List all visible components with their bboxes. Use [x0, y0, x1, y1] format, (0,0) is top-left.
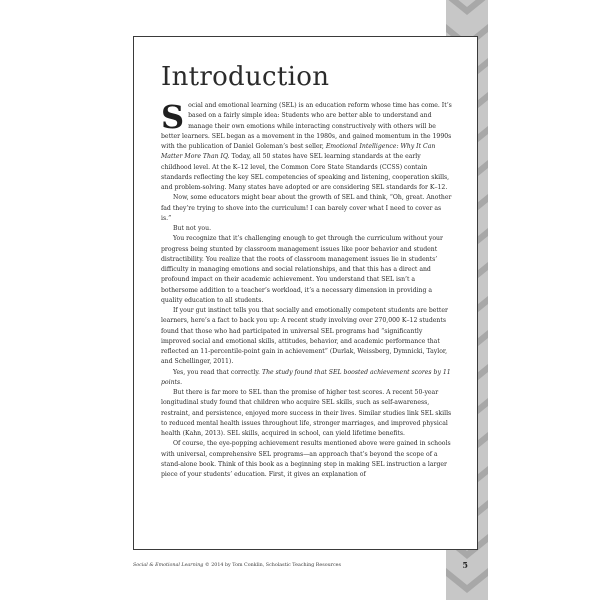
paragraph-text-segment: The study found that SEL boosted achievement scores by 11 points. — [161, 368, 451, 386]
chevron-shape — [446, 0, 488, 15]
footer-credit-text: © 2014 by Tom Conklin, Scholastic Teaching Resources — [203, 563, 341, 568]
paragraph-p3 — [161, 224, 453, 234]
footer-book-title: Social & Emotional Learning — [133, 563, 204, 568]
page-content — [161, 62, 453, 480]
paragraph-p5 — [161, 306, 453, 368]
page-title: Introduction — [161, 62, 330, 92]
footer-credit — [133, 563, 341, 568]
paragraph-text-segment: But there is far more to SEL than the promise of higher test scores. A recent 50-year longitudinal study found that children who acquire SEL skills, such as self-awareness, restraint, and persistence, enjoyed more success in their lives. Similar studies link SEL skills to reduced mental health issues throughout life, stronger marriages, and improved physical health (Kahn, 2013). SEL skills, acquired in school, can yield lifetime benefits. — [161, 389, 452, 437]
paragraph-p2 — [161, 193, 453, 224]
body-text — [161, 98, 453, 480]
paragraph-text-segment: Emotional Intelligence: Why It Can Matter More Than IQ. — [161, 143, 436, 161]
paragraph-p1 — [161, 98, 453, 193]
page-number: 5 — [462, 560, 468, 570]
paragraph-text-segment: Of course, the eye-popping achievement results mentioned above were gained in schools with universal, comprehensive SEL programs—an approach that’s beyond the scope of a stand-alone book. Think of this book as a beginning step in making SEL instruction a larger piece of your students’ education. First, it gives an explanation of — [161, 440, 451, 478]
page-footer — [133, 561, 478, 573]
paragraph-p4 — [161, 234, 453, 306]
paragraph-text-segment: But not you. — [173, 225, 212, 232]
paragraph-text-segment: Yes, you read that correctly. — [173, 368, 262, 376]
drop-cap: S — [161, 98, 185, 136]
paragraph-text-segment: You recognize that it’s challenging enough to get through the curriculum without your progress being stunted by classroom management issues like poor behavior and student distractibility. You realize that the roots of classroom management issues lie in students’ difficulty in managing emotions and social relationships, and that this has a direct and profound impact on their academic achievement. You understand that SEL isn’t a bothersome addition to a teacher’s workload, it’s a necessary dimension in providing a quality education to all students. — [161, 235, 443, 304]
paragraph-p6 — [161, 368, 453, 389]
paragraph-text-segment: Today, all 50 states have SEL learning standards at the early childhood level. At the K–12 level, the Common Core State Standards (CCSS) contain standards reflecting the key SEL competencies of speaking and listening, cooperation skills, and problem-solving. Many states have adopted or are considering SEL standards for K–12. — [161, 153, 450, 191]
paragraph-text-segment: If your gut instinct tells you that socially and emotionally competent students are better learners, here’s a fact to back you up: A recent study involving over 270,000 K–12 students found that those who had participated in universal SEL programs had “significantly improved social and emotional skills, attitudes, behavior, and academic performance that reflected an 11-percentile-point gain in achievement” (Durlak, Weissberg, Dymnicki, Taylor, and Schellinger, 2011). — [161, 307, 448, 366]
paragraph-p8 — [161, 439, 453, 480]
paragraph-p7 — [161, 388, 453, 439]
paragraph-text-segment: ocial and emotional learning (SEL) is an education reform whose time has come. It’s based on a fairly simple idea: Students who are better able to understand and manage their own emotions while interacting constructively with others will be better learners. SEL began as a movement in the 1980s, and gained momentum in the 1990s with the publication of Daniel Goleman’s best seller, — [161, 102, 452, 150]
paragraph-text-segment: Now, some educators might bear about the growth of SEL and think, “Oh, great. Another fad they’re trying to shove into the curriculum! I can barely cover what I need to cover as is.” — [161, 194, 452, 222]
